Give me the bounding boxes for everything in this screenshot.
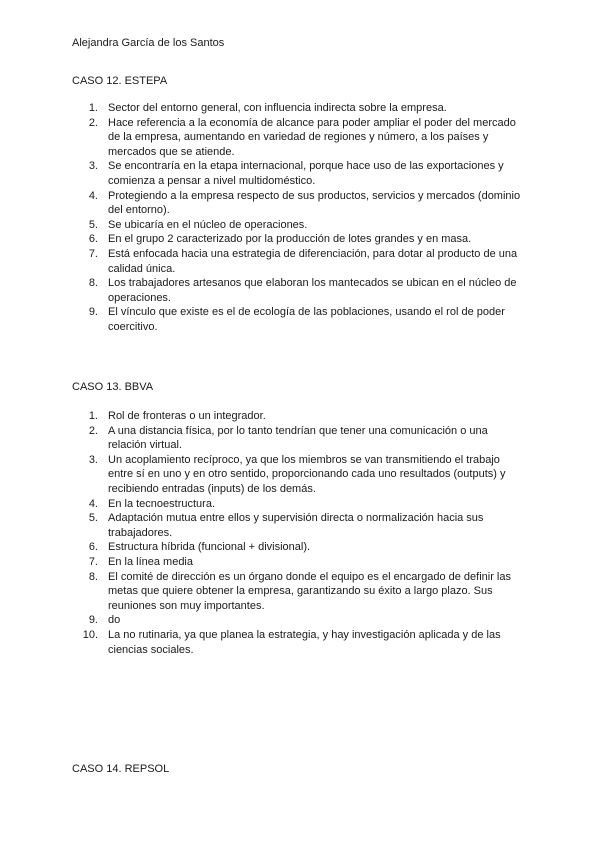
list-item-number: 5.: [88, 512, 98, 525]
list-item: [72, 305, 524, 334]
list-item: [72, 497, 524, 512]
list-item-number: 2.: [88, 116, 98, 129]
list-item-number: 3.: [88, 160, 98, 173]
list-item: [72, 511, 524, 540]
list-item-number: 10.: [82, 628, 98, 641]
list-item-text: Protegiendo a la empresa respecto de sus productos, servicios y mercados (dominio del entorno).: [108, 189, 521, 217]
list-item: [72, 540, 524, 555]
list-item-text: En el grupo 2 caracterizado por la producción de lotes grandes y en masa.: [108, 233, 472, 246]
list-item-text: Se ubicaría en el núcleo de operaciones.: [108, 218, 308, 231]
list-item: [72, 276, 524, 305]
list-item-text: Adaptación mutua entre ellos y supervisión directa o normalización hacia sus trabajadores.: [108, 512, 484, 539]
list-item-text: Se encontraría en la etapa internacional, porque hace uso de las exportaciones y comienza a pensar a nivel multidoméstico.: [108, 160, 504, 187]
list-item-text: Rol de fronteras o un integrador.: [108, 410, 266, 422]
list-item-text: Los trabajadores artesanos que elaboran los mantecados se ubican en el núcleo de operaciones.: [108, 277, 517, 304]
list-item-number: 8.: [88, 277, 98, 290]
list-item-text: El vínculo que existe es el de ecología de las poblaciones, usando el rol de poder coercitivo.: [108, 306, 505, 333]
list-item-text: La no rutinaria, ya que planea la estrategia, y hay investigación aplicada y de las ciencias sociales.: [108, 628, 501, 656]
list-item: [72, 453, 524, 497]
list-item-text: do: [108, 614, 121, 627]
list-item: [72, 570, 524, 614]
list-item: [72, 555, 524, 570]
list-item-text: Sector del entorno general, con influencia indirecta sobre la empresa.: [108, 102, 447, 114]
case-13-list: [72, 409, 524, 657]
list-item-number: 7.: [88, 555, 98, 568]
list-item-number: 2.: [88, 424, 98, 437]
list-item-number: 6.: [88, 233, 98, 246]
author-name: Alejandra García de los Santos: [72, 37, 225, 49]
list-item: [72, 232, 524, 247]
list-item-number: 5.: [88, 218, 98, 231]
list-item-number: 8.: [88, 570, 98, 583]
list-item-number: 4.: [88, 497, 98, 510]
case-13-heading: CASO 13. BBVA: [72, 381, 154, 393]
list-item-number: 3.: [88, 453, 98, 466]
list-item-text: El comité de dirección es un órgano donde el equipo es el encargado de definir las metas que quiere obtener la empresa, garantizando su éxito a largo plazo. Sus reuniones son muy importantes.: [108, 570, 511, 612]
list-item-text: Estructura híbrida (funcional + divisional).: [108, 541, 311, 554]
list-item: [72, 218, 524, 233]
list-item-number: 6.: [88, 541, 98, 554]
list-item-number: 1.: [88, 410, 98, 422]
list-item-text: En la tecnoestructura.: [108, 497, 216, 510]
case-12-heading: CASO 12. ESTEPA: [72, 75, 168, 87]
list-item-number: 7.: [88, 247, 98, 260]
list-item: [72, 116, 524, 160]
list-item: [72, 189, 524, 218]
list-item-text: Un acoplamiento recíproco, ya que los miembros se van transmitiendo el trabajo entre sí en uno y en otro sentido, proporcionando cada uno resultados (outputs) y recibiendo entradas (inputs) de los demás.: [108, 453, 506, 495]
list-item: [72, 613, 524, 628]
list-item: [72, 424, 524, 453]
list-item: [72, 159, 524, 188]
list-item-text: Está enfocada hacia una estrategia de diferenciación, para dotar al producto de una calidad única.: [108, 247, 518, 275]
list-item-number: 9.: [88, 614, 98, 627]
list-item-number: 9.: [88, 306, 98, 319]
list-item-number: 4.: [88, 189, 98, 202]
list-item-text: A una distancia física, por lo tanto tendrían que tener una comunicación o una relación virtual.: [108, 424, 488, 452]
case-14-heading: CASO 14. REPSOL: [72, 763, 170, 775]
list-item: [72, 101, 524, 116]
list-item: [72, 409, 524, 424]
list-item-text: En la línea media: [108, 555, 193, 568]
list-item-text: Hace referencia a la economía de alcance para poder ampliar el poder del mercado de la empresa, aumentando en variedad de regiones y número, a los países y mercados que se atiende.: [108, 116, 516, 158]
list-item: [72, 247, 524, 276]
case-12-list: [72, 101, 524, 335]
list-item: [72, 628, 524, 657]
list-item-number: 1.: [88, 102, 98, 114]
